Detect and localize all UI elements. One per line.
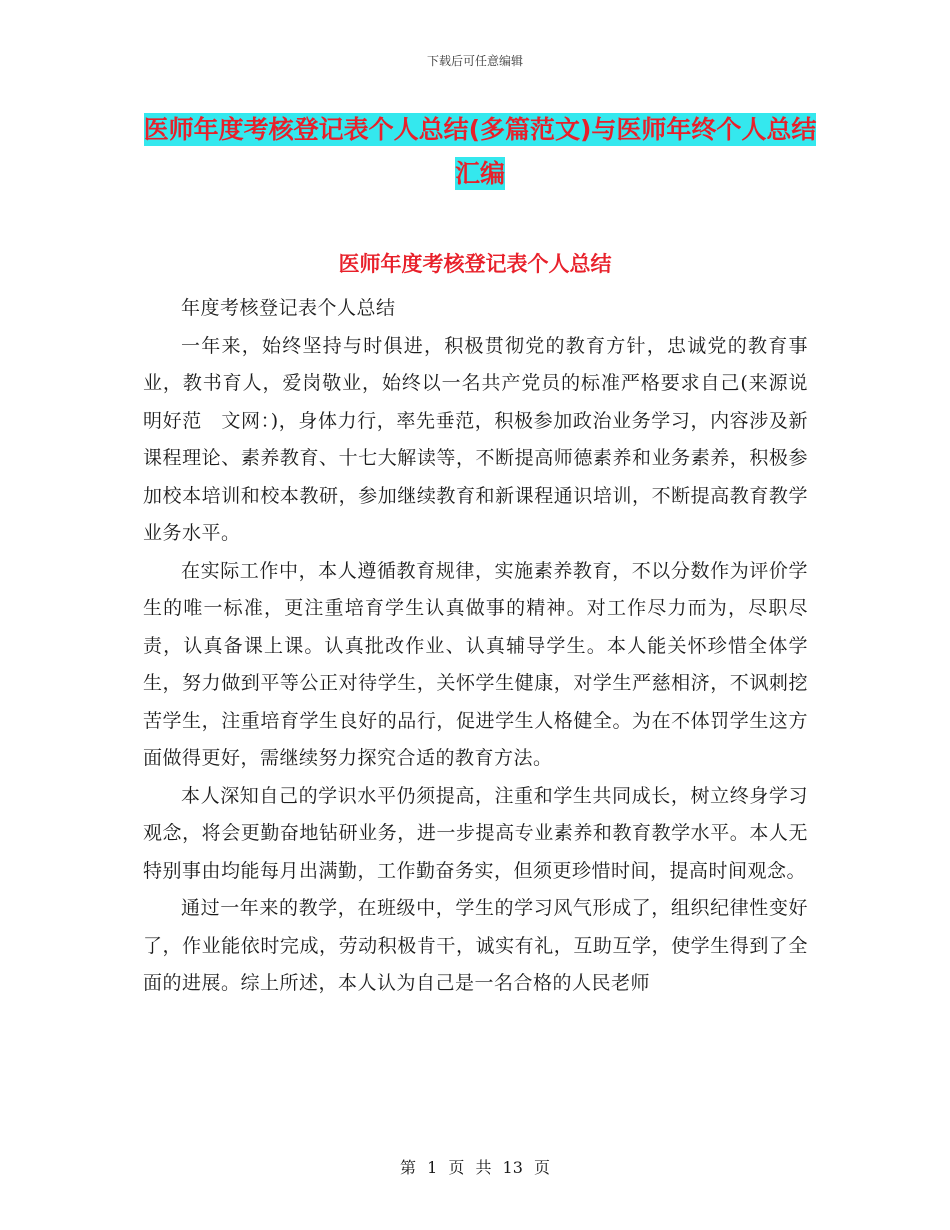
page-footer: 第 1 页 共 13 页 xyxy=(400,1158,550,1177)
paragraph: 本人深知自己的学识水平仍须提高，注重和学生共同成长，树立终身学习观念，将会更勤奋地钻研业务，进一步提高专业素养和教育教学水平。本人无特别事由均能每月出满勤，工作勤奋务实，但须更珍惜时间，提高时间观念。 xyxy=(143,784,808,882)
paragraph: 通过一年来的教学，在班级中，学生的学习风气形成了，组织纪律性变好了，作业能依时完成，劳动积极肯干，诚实有礼，互助互学，使学生得到了全面的进展。综上所述，本人认为自己是一名合格的人民老师 xyxy=(143,897,808,994)
document-title xyxy=(140,108,820,196)
paragraph: 年度考核登记表个人总结 xyxy=(181,297,396,319)
document-title-text: 医师年度考核登记表个人总结(多篇范文)与医师年终个人总结汇编 xyxy=(143,115,817,188)
paragraph: 在实际工作中，本人遵循教育规律，实施素养教育，不以分数作为评价学生的唯一标准，更注重培育学生认真做事的精神。对工作尽力而为，尽职尽责，认真备课上课。认真批改作业、认真辅导学生。本人能关怀珍惜全体学生，努力做到平等公正对待学生，关怀学生健康，对学生严慈相济，不讽刺挖苦学生，注重培育学生良好的品行，促进学生人格健全。为在不体罚学生这方面做得更好，需继续努力探究合适的教育方法。 xyxy=(143,559,808,769)
section-title: 医师年度考核登记表个人总结 xyxy=(338,252,612,276)
document-body xyxy=(143,290,808,1003)
header-note: 下载后可任意编辑 xyxy=(426,54,523,68)
paragraph: 一年来，始终坚持与时俱进，积极贯彻党的教育方针，忠诚党的教育事业，教书育人，爱岗敬业，始终以一名共产党员的标准严格要求自己(来源说明好范 文网：)，身体力行，率先垂范，积极参加政治业务学习，内容涉及新课程理论、素养教育、十七大解读等，不断提高师德素养和业务素养，积极参加校本培训和校本教研，参加继续教育和新课程通识培训，不断提高教育教学业务水平。 xyxy=(143,334,808,544)
